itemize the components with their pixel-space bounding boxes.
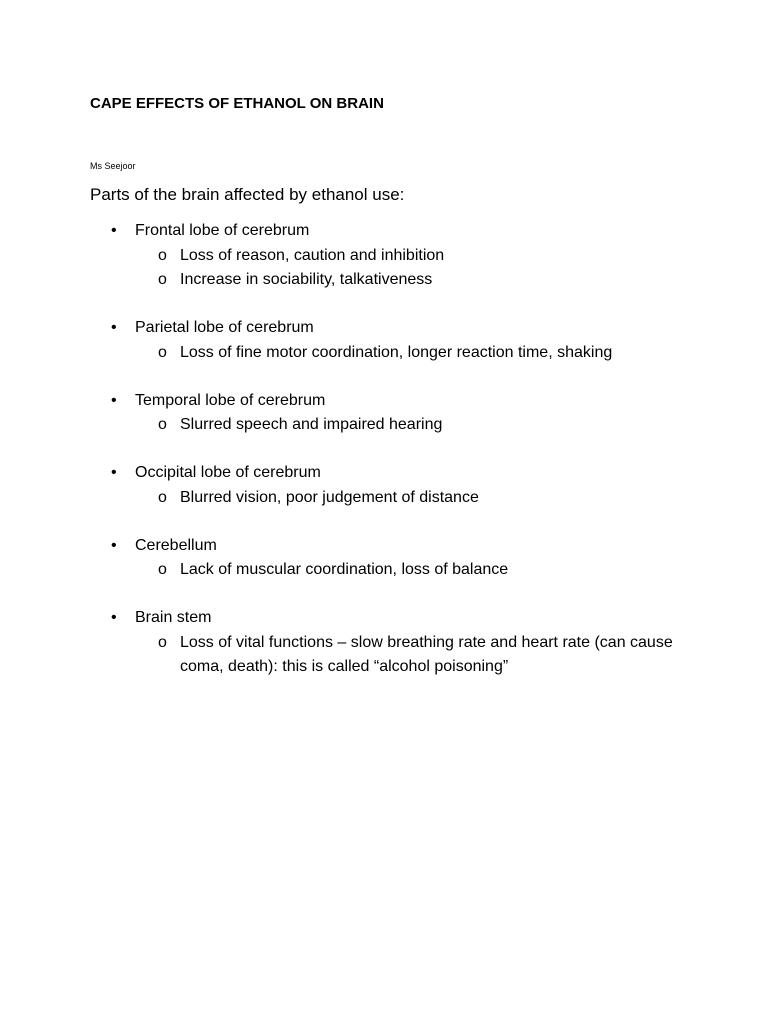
- sub-item-text: Blurred vision, poor judgement of distance: [180, 488, 479, 506]
- document-title: CAPE EFFECTS OF ETHANOL ON BRAIN: [90, 95, 384, 112]
- list-item-parietal-lobe: [90, 316, 710, 365]
- sub-item-text: Increase in sociability, talkativeness: [180, 271, 433, 288]
- sub-item-text: Loss of vital functions – slow breathing rate and heart rate (can cause coma, death): this is called “alcohol poisoning”: [180, 633, 673, 675]
- bullet-icon: •: [111, 609, 117, 626]
- sub-bullet-icon: o: [158, 488, 167, 506]
- sub-item-text: Slurred speech and impaired hearing: [180, 416, 443, 433]
- sub-item-text: Lack of muscular coordination, loss of balance: [180, 561, 509, 578]
- sub-bullet-icon: o: [158, 416, 167, 433]
- sub-item: [90, 268, 710, 293]
- list-item-heading-text: Brain stem: [135, 609, 212, 626]
- bullet-icon: •: [111, 319, 117, 336]
- sub-bullet-icon: o: [158, 561, 167, 578]
- list-item-heading-text: Frontal lobe of cerebrum: [135, 222, 310, 239]
- sub-bullet-icon: o: [158, 343, 167, 361]
- list-item-heading: [90, 389, 710, 414]
- sub-bullet-icon: o: [158, 271, 167, 288]
- sub-bullet-icon: o: [158, 246, 167, 264]
- list-item-temporal-lobe: [90, 389, 710, 438]
- sub-item: [90, 486, 710, 511]
- bullet-icon: •: [111, 536, 117, 554]
- list-item-brain-stem: [90, 606, 710, 680]
- sub-item: [90, 413, 710, 438]
- list-item-heading-text: Cerebellum: [135, 536, 217, 554]
- bullet-icon: •: [111, 391, 117, 409]
- list-item-heading: [90, 461, 710, 486]
- intro-sentence: Parts of the brain affected by ethanol use:: [90, 185, 405, 204]
- list-item-frontal-lobe: [90, 219, 710, 293]
- list-item-occipital-lobe: [90, 461, 710, 510]
- sub-item: [90, 558, 710, 583]
- list-item-cerebellum: [90, 534, 710, 583]
- author-line: Ms Seejoor: [90, 161, 136, 171]
- brain-parts-list: [90, 219, 710, 703]
- bullet-icon: •: [111, 464, 117, 481]
- list-item-heading-text: Temporal lobe of cerebrum: [135, 391, 326, 409]
- list-item-heading: [90, 534, 710, 559]
- sub-item: [90, 341, 710, 366]
- list-item-heading: [90, 219, 710, 244]
- sub-item: [90, 244, 710, 269]
- sub-bullet-icon: o: [158, 633, 167, 651]
- sub-item: [90, 631, 710, 680]
- bullet-icon: •: [111, 222, 117, 239]
- list-item-heading: [90, 316, 710, 341]
- sub-item-text: Loss of fine motor coordination, longer reaction time, shaking: [180, 343, 613, 361]
- list-item-heading: [90, 606, 710, 631]
- list-item-heading-text: Parietal lobe of cerebrum: [135, 319, 314, 336]
- list-item-heading-text: Occipital lobe of cerebrum: [135, 464, 321, 481]
- sub-item-text: Loss of reason, caution and inhibition: [180, 246, 445, 264]
